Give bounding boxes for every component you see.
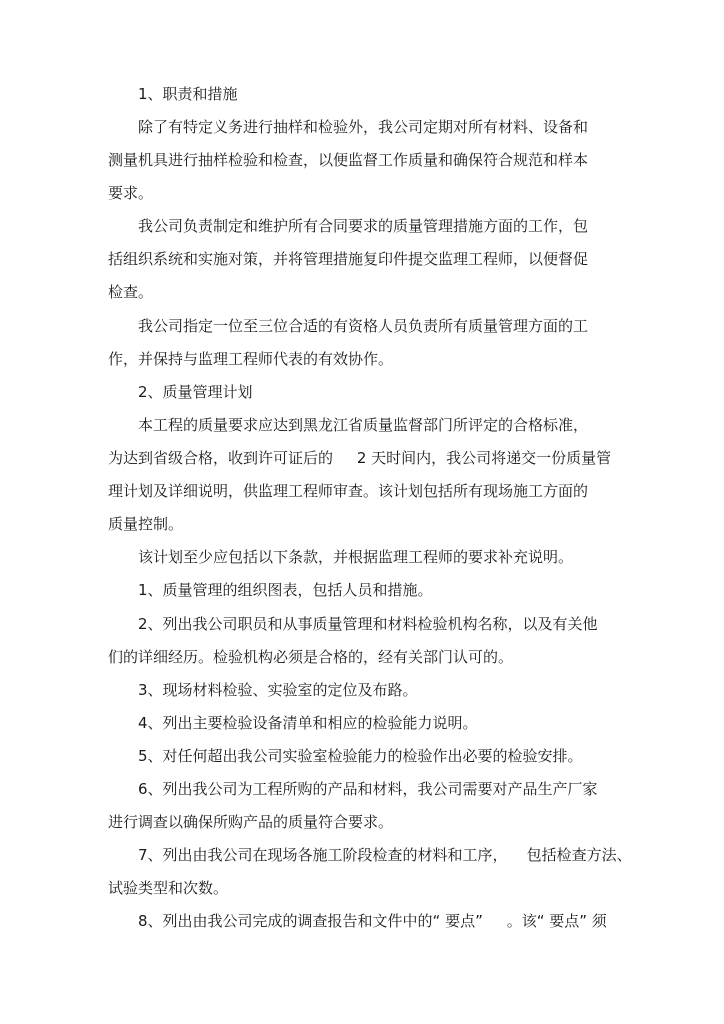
section-heading-2: 2、质量管理计划: [138, 383, 253, 401]
paragraph-line: 我公司负责制定和维护所有合同要求的质量管理措施方面的工作，包: [138, 217, 589, 235]
paragraph-line: 除了有特定义务进行抽样和检验外，我公司定期对所有材料、设备和: [138, 118, 589, 136]
list-item: 8、列出由我公司完成的调查报告和文件中的“ 要点” 。该“ 要点” 须: [138, 912, 607, 930]
list-item: 5、对任何超出我公司实验室检验能力的检验作出必要的检验安排。: [138, 747, 583, 765]
paragraph-line: 该计划至少应包括以下条款，并根据监理工程师的要求补充说明。: [138, 548, 574, 566]
list-item-continuation: 们的详细经历。检验机构必须是合格的，经有关部门认可的。: [108, 648, 514, 666]
list-item: 7、列出由我公司在现场各施工阶段检查的材料和工序， 包括检查方法、: [138, 846, 632, 864]
section-heading-1: 1、职责和措施: [138, 85, 238, 103]
paragraph-line: 测量机具进行抽样检验和检查，以便监督工作质量和确保符合规范和样本: [108, 151, 589, 169]
paragraph-line: 理计划及详细说明，供监理工程师审查。该计划包括所有现场施工方面的: [108, 482, 589, 500]
paragraph-line: 质量控制。: [108, 515, 184, 533]
list-item-continuation: 试验类型和次数。: [108, 879, 229, 897]
paragraph-line: 要求。: [108, 184, 154, 202]
paragraph-line: 为达到省级合格，收到许可证后的 2 天时间内，我公司将递交一份质量管: [108, 449, 612, 467]
list-item: 1、质量管理的组织图表，包括人员和措施。: [138, 581, 433, 599]
paragraph-line: 我公司指定一位至三位合适的有资格人员负责所有质量管理方面的工: [138, 317, 589, 335]
list-item-continuation: 进行调查以确保所购产品的质量符合要求。: [108, 813, 394, 831]
list-item: 4、列出主要检验设备清单和相应的检验能力说明。: [138, 714, 478, 732]
paragraph-line: 作，并保持与监理工程师代表的有效协作。: [108, 350, 394, 368]
list-item: 6、列出我公司为工程所购的产品和材料，我公司需要对产品生产厂家: [138, 780, 598, 798]
paragraph-line: 检查。: [108, 283, 154, 301]
paragraph-line: 括组织系统和实施对策，并将管理措施复印件提交监理工程师，以便督促: [108, 250, 589, 268]
paragraph-line: 本工程的质量要求应达到黑龙江省质量监督部门所评定的合格标准，: [138, 416, 589, 434]
list-item: 3、现场材料检验、实验室的定位及布路。: [138, 681, 418, 699]
list-item: 2、列出我公司职员和从事质量管理和材料检验机构名称，以及有关他: [138, 615, 598, 633]
